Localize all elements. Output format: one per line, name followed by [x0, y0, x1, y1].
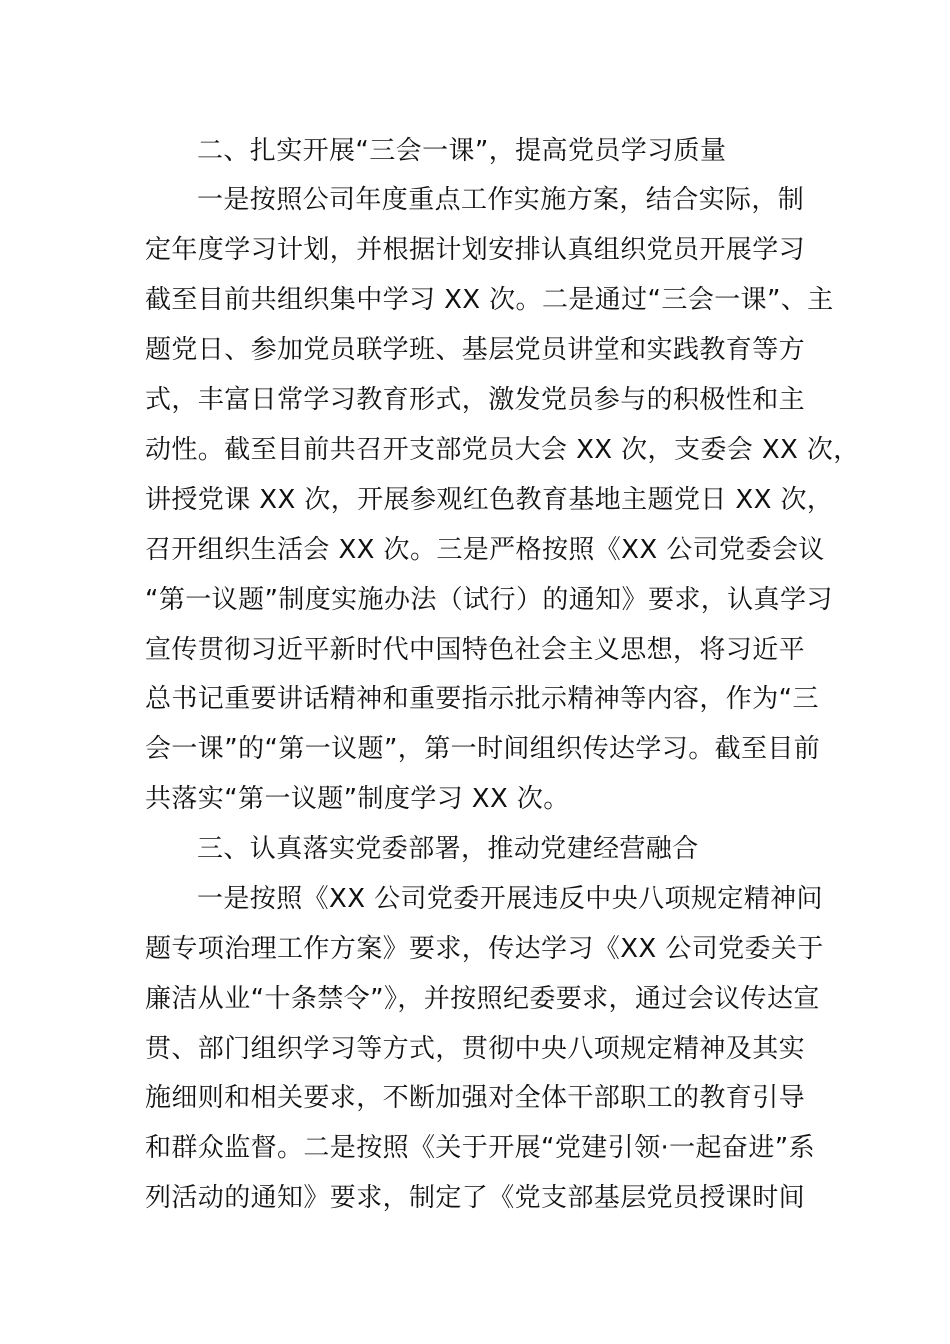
paragraph-line: 讲授党课 XX 次，开展参观红色教育基地主题党日 XX 次，	[145, 485, 834, 515]
paragraph-line: 共落实“第一议题”制度学习 XX 次。	[145, 784, 570, 814]
paragraph-line: 一是按照公司年度重点工作实施方案，结合实际，制	[197, 185, 805, 215]
paragraph-line: 廉洁从业“十条禁令”》，并按照纪委要求，通过会议传达宣	[145, 984, 820, 1014]
paragraph-line: 动性。截至目前共召开支部党员大会 XX 次，支委会 XX 次，	[145, 435, 860, 465]
paragraph-line: 宣传贯彻习近平新时代中国特色社会主义思想，将习近平	[145, 635, 806, 665]
paragraph-line: 题专项治理工作方案》要求，传达学习《XX 公司党委关于	[145, 934, 824, 964]
paragraph-line: 召开组织生活会 XX 次。三是严格按照《XX 公司党委会议	[145, 535, 825, 565]
paragraph-line: 定年度学习计划，并根据计划安排认真组织党员开展学习	[145, 235, 806, 265]
paragraph-line: 和群众监督。二是按照《关于开展“党建引领·一起奋进”系	[145, 1133, 816, 1163]
paragraph-line: 式，丰富日常学习教育形式，激发党员参与的积极性和主	[145, 385, 806, 415]
paragraph-line: 截至目前共组织集中学习 XX 次。二是通过“三会一课”、主	[145, 285, 834, 315]
paragraph-line: 一是按照《XX 公司党委开展违反中央八项规定精神问	[197, 884, 823, 914]
paragraph-line: 题党日、参加党员联学班、基层党员讲堂和实践教育等方	[145, 335, 806, 365]
paragraph-line: 贯、部门组织学习等方式，贯彻中央八项规定精神及其实	[145, 1034, 806, 1064]
section-heading-2: 二、扎实开展“三会一课”，提高党员学习质量	[197, 136, 727, 166]
paragraph-line: 列活动的通知》要求，制定了《党支部基层党员授课时间	[145, 1183, 806, 1213]
paragraph-line: 总书记重要讲话精神和重要指示批示精神等内容，作为“三	[145, 684, 819, 714]
section-heading-3: 三、认真落实党委部署，推动党建经营融合	[197, 834, 699, 864]
paragraph-line: 会一课”的“第一议题”，第一时间组织传达学习。截至目前	[145, 734, 821, 764]
paragraph-line: “第一议题”制度实施办法（试行）的通知》要求，认真学习	[145, 585, 833, 615]
paragraph-line: 施细则和相关要求，不断加强对全体干部职工的教育引导	[145, 1083, 806, 1113]
